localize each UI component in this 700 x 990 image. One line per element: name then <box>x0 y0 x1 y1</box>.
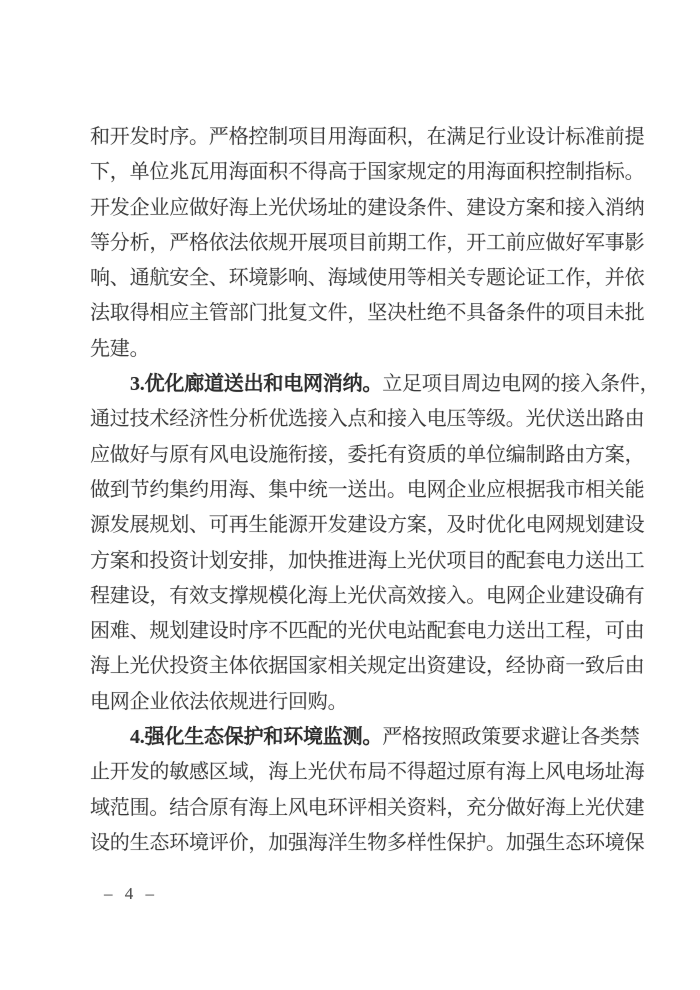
text-line: 先建。 <box>90 337 150 360</box>
paragraph-3 <box>90 720 645 861</box>
text-line: 程建设，有效支撑规模化海上光伏高效接入。电网企业建设确有 <box>90 584 645 607</box>
text-line: 设的生态环境评价，加强海洋生物多样性保护。加强生态环境保 <box>90 831 645 854</box>
text-line: 和开发时序。严格控制项目用海面积，在满足行业设计标准前提 <box>90 126 645 148</box>
text-line: 通过技术经济性分析优选接入点和接入电压等级。光伏送出路由 <box>90 408 645 431</box>
page-number: – 4 – <box>104 884 158 903</box>
text-line: 海上光伏投资主体依据国家相关规定出资建设，经协商一致后由 <box>90 655 645 678</box>
text-line: 下，单位兆瓦用海面积不得高于国家规定的用海面积控制指标。 <box>90 161 645 184</box>
text-line: 响、通航安全、环境影响、海域使用等相关专题论证工作，并依 <box>90 267 645 290</box>
text-run: 立足项目周边电网的接入条件， <box>382 373 660 396</box>
text-run: 严格按照政策要求避让各类禁 <box>382 726 640 749</box>
text-line: 开发企业应做好海上光伏场址的建设条件、建设方案和接入消纳 <box>90 196 645 219</box>
text-line <box>90 720 640 755</box>
text-line: 方案和投资计划安排，加快推进海上光伏项目的配套电力送出工 <box>90 549 645 572</box>
text-line: 等分析，严格依法依规开展项目前期工作，开工前应做好军事影 <box>90 231 645 254</box>
paragraph-2 <box>90 367 660 720</box>
text-line: 止开发的敏感区域，海上光伏布局不得超过原有海上风电场址海 <box>90 761 645 784</box>
section-4-heading: 4.强化生态保护和环境监测。 <box>130 726 383 749</box>
text-line: 困难、规划建设时序不匹配的光伏电站配套电力送出工程，可由 <box>90 620 645 643</box>
paragraph-1 <box>90 120 645 367</box>
text-line: 电网企业依法依规进行回购。 <box>90 690 348 713</box>
text-line: 法取得相应主管部门批复文件，坚决杜绝不具备条件的项目未批 <box>90 302 645 325</box>
text-line: 做到节约集约用海、集中统一送出。电网企业应根据我市相关能 <box>90 478 645 501</box>
text-line: 域范围。结合原有海上风电环评相关资料，充分做好海上光伏建 <box>90 796 645 819</box>
section-3-heading: 3.优化廊道送出和电网消纳。 <box>130 373 383 396</box>
text-line <box>90 367 660 402</box>
text-line: 源发展规划、可再生能源开发建设方案，及时优化电网规划建设 <box>90 514 645 537</box>
text-line: 应做好与原有风电设施衔接，委托有资质的单位编制路由方案， <box>90 443 645 466</box>
document-body <box>90 120 660 861</box>
